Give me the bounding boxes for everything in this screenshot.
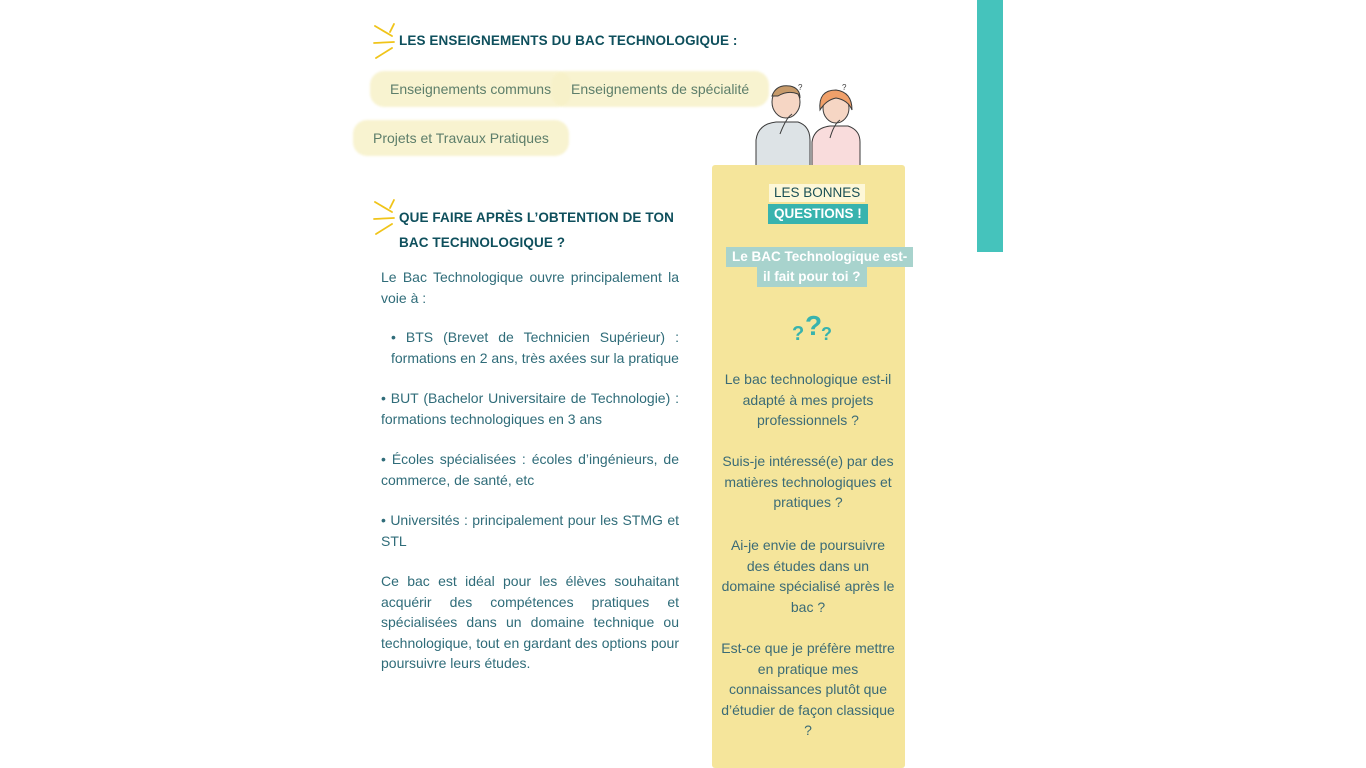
question-badge-line2: il fait pour toi ? [757, 267, 867, 287]
teal-accent-bar [977, 0, 1003, 252]
section-title-enseignements: LES ENSEIGNEMENTS DU BAC TECHNOLOGIQUE : [399, 33, 738, 48]
burst-icon [372, 22, 398, 62]
list-item-but: • BUT (Bachelor Universitaire de Technologie) : formations technologiques en 3 ans [381, 390, 679, 427]
badge-questions: QUESTIONS ! [768, 204, 868, 224]
list-item-universites: • Universités : principalement pour les STMG et STL [381, 512, 679, 549]
badge-les-bonnes: LES BONNES [769, 184, 865, 202]
question-marks-icon [790, 308, 834, 346]
question-text-projets: Le bac technologique est-il adapté à mes projets professionnels ? [724, 371, 892, 428]
svg-text:?: ? [805, 310, 823, 341]
svg-text:?: ? [792, 323, 805, 345]
tag-projets-travaux: Projets et Travaux Pratiques [361, 126, 561, 150]
burst-icon [372, 198, 398, 238]
svg-text:?: ? [842, 83, 847, 92]
svg-text:?: ? [798, 83, 803, 92]
question-text-pratique: Est-ce que je préfère mettre en pratique mes connaissances plutôt que d’étudier de façon classique ? [721, 640, 895, 738]
question-badge-line1: Le BAC Technologique est- [726, 247, 913, 267]
svg-text:?: ? [821, 324, 832, 344]
question-text-etudes: Ai-je envie de poursuivre des études dans un domaine spécialisé après le bac ? [721, 537, 895, 615]
question-text-matieres: Suis-je intéressé(e) par des matières technologiques et pratiques ? [722, 453, 894, 510]
tag-enseignements-communs: Enseignements communs [378, 77, 563, 101]
thinking-people-illustration [750, 80, 868, 166]
conclusion-text: Ce bac est idéal pour les élèves souhaitant acquérir des compétences pratiques et spécialisées dans un domaine technique ou technologique, tout en gardant des options pour poursuivre leurs études. [381, 573, 679, 671]
tag-enseignements-specialite: Enseignements de spécialité [559, 77, 761, 101]
section-title-apres-bac-line1: QUE FAIRE APRÈS L’OBTENTION DE TON [399, 210, 674, 225]
intro-text: Le Bac Technologique ouvre principalement la voie à : [381, 269, 679, 306]
list-item-bts: • BTS (Brevet de Technicien Supérieur) : formations en 2 ans, très axées sur la pratique [391, 329, 679, 366]
list-item-ecoles: • Écoles spécialisées : écoles d’ingénieurs, de commerce, de santé, etc [381, 451, 679, 488]
section-title-apres-bac-line2: BAC TECHNOLOGIQUE ? [399, 235, 566, 250]
